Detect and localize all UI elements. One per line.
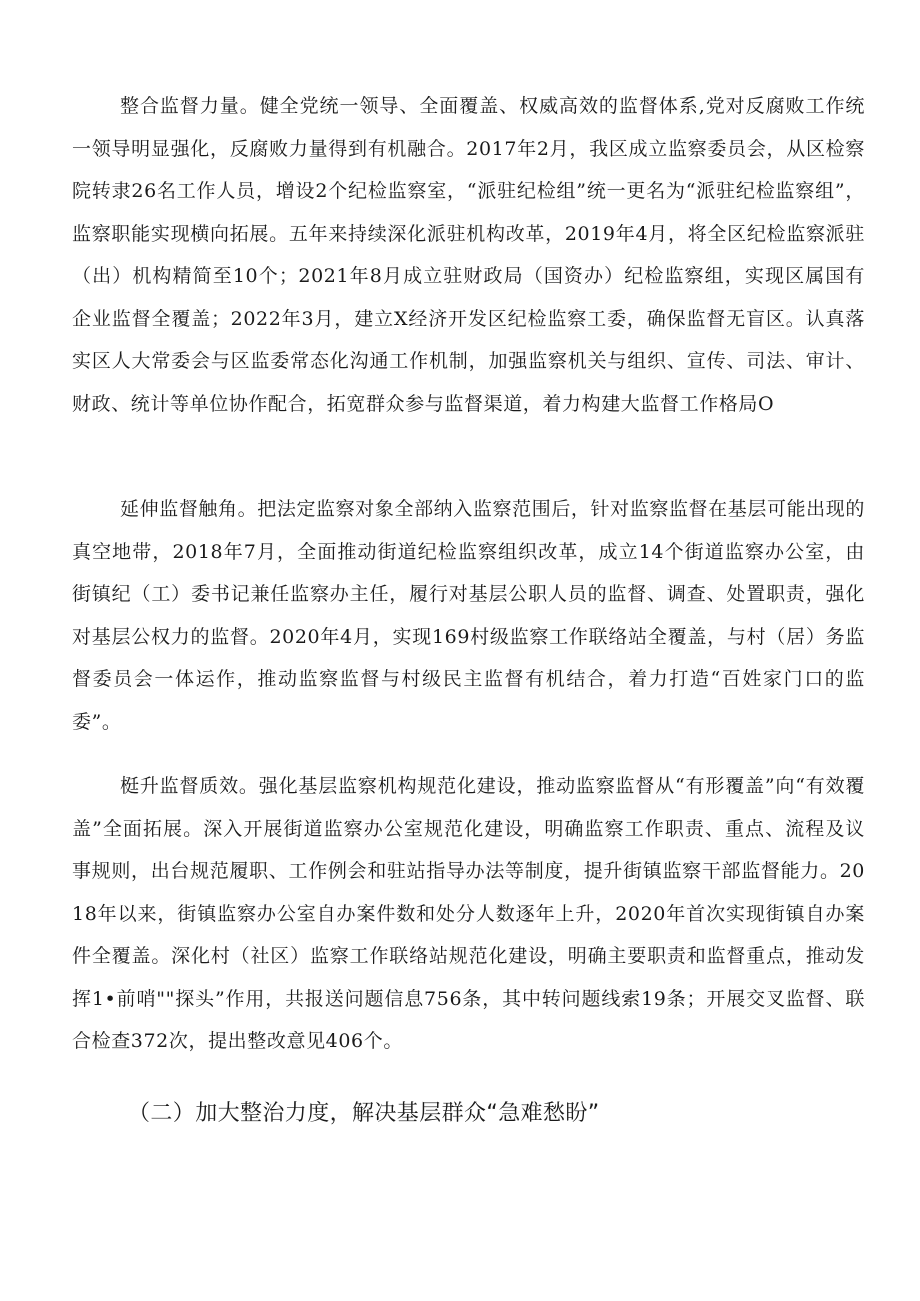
section-heading: （二）加大整治力度，解决基层群众“急难愁盼” <box>128 1101 600 1126</box>
paragraph-integrate-supervision: 整合监督力量。健全党统一领导、全面覆盖、权威高效的监督体系,党对反腐败工作统一领导明显强化，反腐败力量得到有机融合。2017年2月，我区成立监察委员会，从区检察院转隶26名工作人员，增设2个纪检监察室，“派驻纪检组”统一更名为“派驻纪检监察组”，监察职能实现横向拓展。五年来持续深化派驻机构改革，2019年4月，将全区纪检监察派驻（出）机构精简至10个；2021年8月成立驻财政局（国资办）纪检监察组，实现区属国有企业监督全覆盖；2022年3月，建立X经济开发区纪检监察工委，确保监督无盲区。认真落实区人大常委会与区监委常态化沟通工作机制，加强监察机关与组织、宣传、司法、审计、财政、统计等单位协作配合，拓宽群众参与监督渠道，着力构建大监督工作格局O <box>72 95 865 415</box>
paragraph-extend-supervision: 延伸监督触角。把法定监察对象全部纳入监察范围后，针对监察监督在基层可能出现的真空地带，2018年7月，全面推动街道纪检监察组织改革，成立14个街道监察办公室，由街镇纪（工）委书记兼任监察办主任，履行对基层公职人员的监督、调查、处置职责，强化对基层公权力的监督。2020年4月，实现169村级监察工作联络站全覆盖，与村（居）务监督委员会一体运作，推动监察监督与村级民主监督有机结合，着力打造“百姓家门口的监委”。 <box>72 498 865 733</box>
paragraph-improve-supervision: 梃升监督质效。强化基层监察机构规范化建设，推动监察监督从“有形覆盖”向“有效覆盖”全面拓展。深入开展街道监察办公室规范化建设，明确监察工作职责、重点、流程及议事规则，出台规范履职、工作例会和驻站指导办法等制度，提升街镇监察干部监督能力。2018年以来，街镇监察办公室自办案件数和处分人数逐年上升，2020年首次实现街镇自办案件全覆盖。深化村（社区）监察工作联络站规范化建设，明确主要职责和监督重点，推动发挥1•前哨""探头”作用，共报送问题信息756条，其中转问题线索19条；开展交叉监督、联合检查372次，提出整改意见406个。 <box>72 775 865 1052</box>
